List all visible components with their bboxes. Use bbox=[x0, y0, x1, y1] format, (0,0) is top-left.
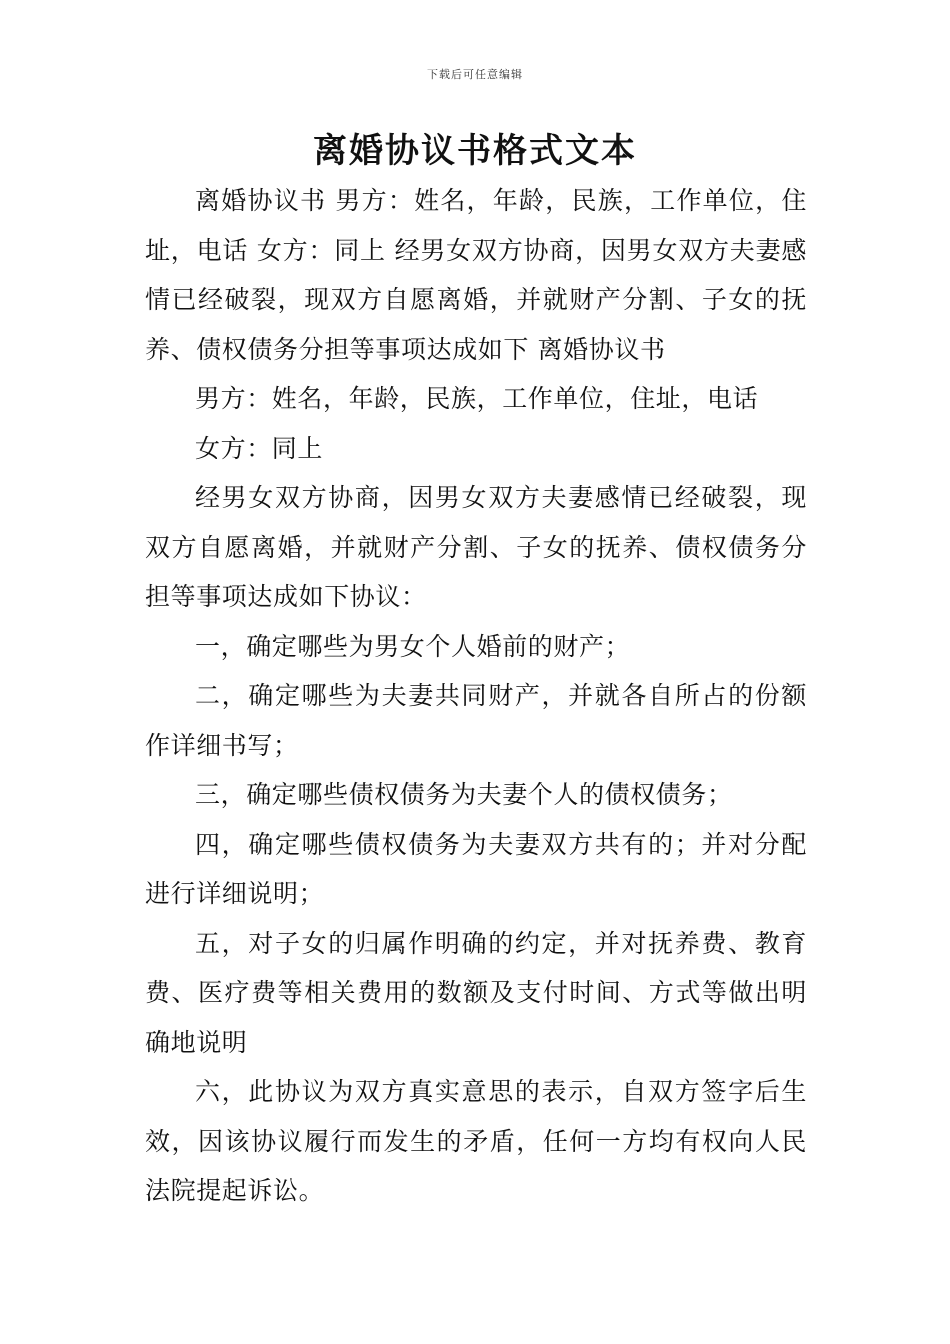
clause-3: 三，确定哪些债权债务为夫妻个人的债权债务； bbox=[195, 780, 733, 809]
paragraph-agreement-preamble: 经男女双方协商，因男女双方夫妻感情已经破裂，现双方自愿离婚，并就财产分割、子女的抚养、债权债务分担等事项达成如下协议： bbox=[145, 483, 807, 611]
clause-4: 四，确定哪些债权债务为夫妻双方共有的；并对分配进行详细说明； bbox=[145, 829, 807, 908]
paragraph-intro: 离婚协议书 男方：姓名，年龄，民族，工作单位，住址，电话 女方：同上 经男女双方协商，因男女双方夫妻感情已经破裂，现双方自愿离婚，并就财产分割、子女的抚养、债权债务分担等事项达成如下 离婚协议书 bbox=[145, 186, 807, 364]
clause-5: 五，对子女的归属作明确的约定，并对抚养费、教育费、医疗费等相关费用的数额及支付时间、方式等做出明确地说明 bbox=[145, 928, 807, 1057]
clause-6: 六，此协议为双方真实意思的表示，自双方签字后生效，因该协议履行而发生的矛盾，任何一方均有权向人民法院提起诉讼。 bbox=[145, 1077, 807, 1205]
clause-2: 二，确定哪些为夫妻共同财产，并就各自所占的份额作详细书写； bbox=[145, 681, 807, 760]
document-title: 离婚协议书格式文本 bbox=[313, 131, 637, 171]
paragraph-female-party: 女方：同上 bbox=[195, 433, 324, 463]
clause-1: 一，确定哪些为男女个人婚前的财产； bbox=[195, 631, 631, 661]
paragraph-male-party: 男方：姓名，年龄，民族，工作单位，住址，电话 bbox=[195, 384, 759, 413]
header-note: 下载后可任意编辑 bbox=[427, 68, 523, 81]
document-body bbox=[145, 176, 807, 1216]
